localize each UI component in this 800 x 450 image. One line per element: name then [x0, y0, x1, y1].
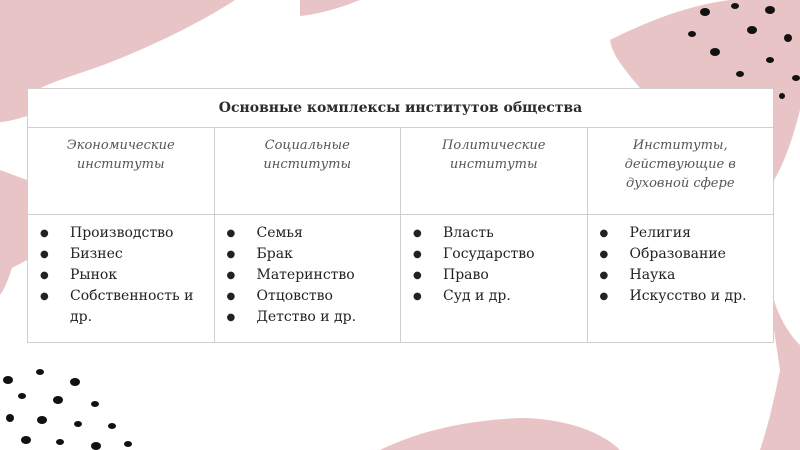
items-row: [28, 215, 774, 343]
list-item: ● Власть: [413, 223, 583, 244]
list-item: ● Детство и др.: [227, 307, 397, 328]
pink-brush-bottom-mid: [380, 418, 620, 450]
list-item: ● Право: [413, 265, 583, 286]
list-item: ● Суд и др.: [413, 286, 583, 307]
political-items-cell: [401, 215, 588, 343]
list-item: ● Религия: [600, 223, 770, 244]
list-item: ● Семья: [227, 223, 397, 244]
header-row: [28, 128, 774, 215]
table-title: Основные комплексы институтов общества: [28, 89, 774, 128]
list-item: ● Материнство: [227, 265, 397, 286]
column-header-social: Социальные институты: [214, 128, 401, 215]
spiritual-items-list: [600, 223, 770, 307]
list-item: ● Рынок: [40, 265, 210, 286]
economic-items-cell: [28, 215, 215, 343]
list-item: ● Собственность и др.: [40, 286, 210, 328]
social-items-list: [227, 223, 397, 328]
list-item: ● Искусство и др.: [600, 286, 770, 307]
institutions-table: [27, 88, 774, 343]
political-items-list: [413, 223, 583, 307]
pink-brush-bottom-left: [0, 170, 27, 295]
list-item: ● Бизнес: [40, 244, 210, 265]
economic-items-list: [40, 223, 210, 328]
pink-brush-top-mid: [300, 0, 360, 16]
institutions-table-container: [27, 88, 774, 343]
column-header-political: Политические институты: [401, 128, 588, 215]
list-item: ● Образование: [600, 244, 770, 265]
list-item: ● Брак: [227, 244, 397, 265]
list-item: ● Наука: [600, 265, 770, 286]
title-row: [28, 89, 774, 128]
column-header-economic: Экономические институты: [28, 128, 215, 215]
spiritual-items-cell: [587, 215, 774, 343]
dots-bottom-left: [3, 369, 132, 450]
list-item: ● Государство: [413, 244, 583, 265]
social-items-cell: [214, 215, 401, 343]
list-item: ● Производство: [40, 223, 210, 244]
column-header-spiritual: Институты, действующие в духовной сфере: [587, 128, 774, 215]
list-item: ● Отцовство: [227, 286, 397, 307]
